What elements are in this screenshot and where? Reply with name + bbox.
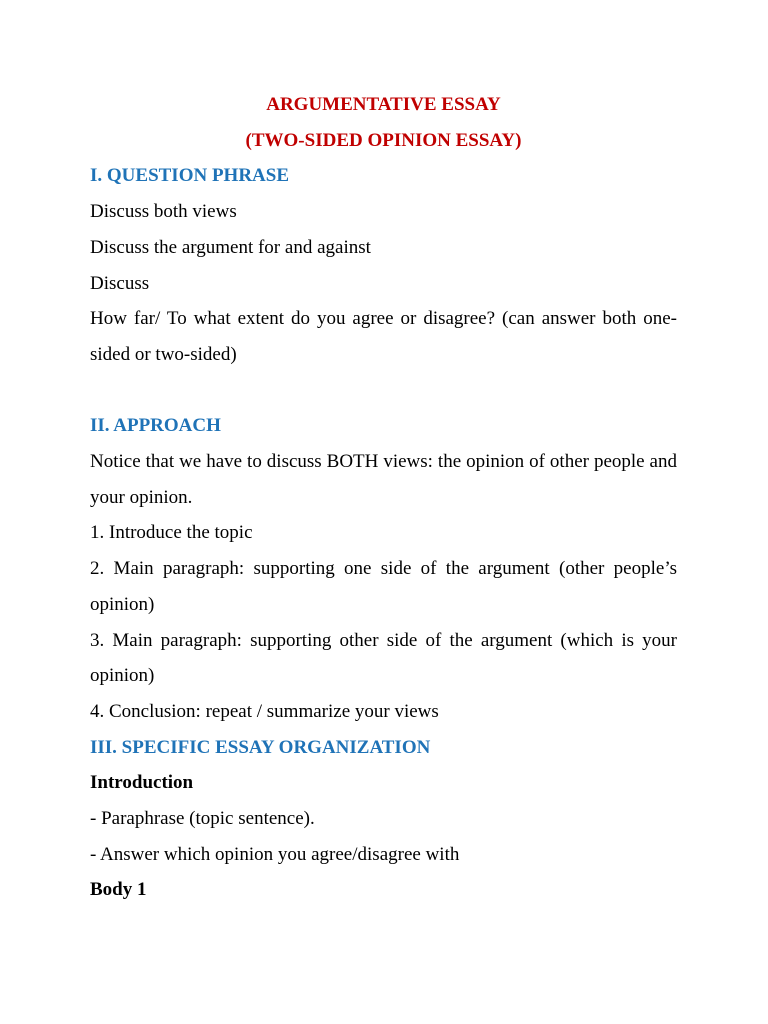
approach-step: 2. Main paragraph: supporting one side of the argument (other people’s opinion) bbox=[90, 558, 677, 615]
section-heading-approach: II. APPROACH bbox=[90, 415, 221, 437]
introduction-label: Introduction bbox=[90, 772, 194, 794]
approach-step: 3. Main paragraph: supporting other side of the argument (which is your opinion) bbox=[90, 629, 677, 687]
approach-intro: Notice that we have to discuss BOTH views: the opinion of other people and your opinion. bbox=[90, 451, 677, 508]
approach-step: 4. Conclusion: repeat / summarize your views bbox=[90, 700, 439, 722]
introduction-item: - Answer which opinion you agree/disagree with bbox=[90, 843, 460, 865]
introduction-item: - Paraphrase (topic sentence). bbox=[90, 808, 315, 830]
question-phrase-line: How far/ To what extent do you agree or disagree? (can answer both one-sided or two-sided) bbox=[90, 308, 677, 365]
section-heading-organization: III. SPECIFIC ESSAY ORGANIZATION bbox=[90, 736, 431, 758]
question-phrase-line: Discuss the argument for and against bbox=[90, 236, 371, 258]
section-heading-question-phrase: I. QUESTION PHRASE bbox=[90, 165, 290, 187]
question-phrase-line: Discuss both views bbox=[90, 201, 237, 223]
document-title: ARGUMENTATIVE ESSAY bbox=[266, 94, 501, 115]
approach-step: 1. Introduce the topic bbox=[90, 522, 253, 544]
document-content bbox=[90, 87, 677, 908]
body1-label: Body 1 bbox=[90, 879, 147, 901]
blank-line bbox=[90, 373, 677, 409]
question-phrase-line: Discuss bbox=[90, 272, 150, 294]
document-subtitle: (TWO-SIDED OPINION ESSAY) bbox=[245, 129, 522, 151]
